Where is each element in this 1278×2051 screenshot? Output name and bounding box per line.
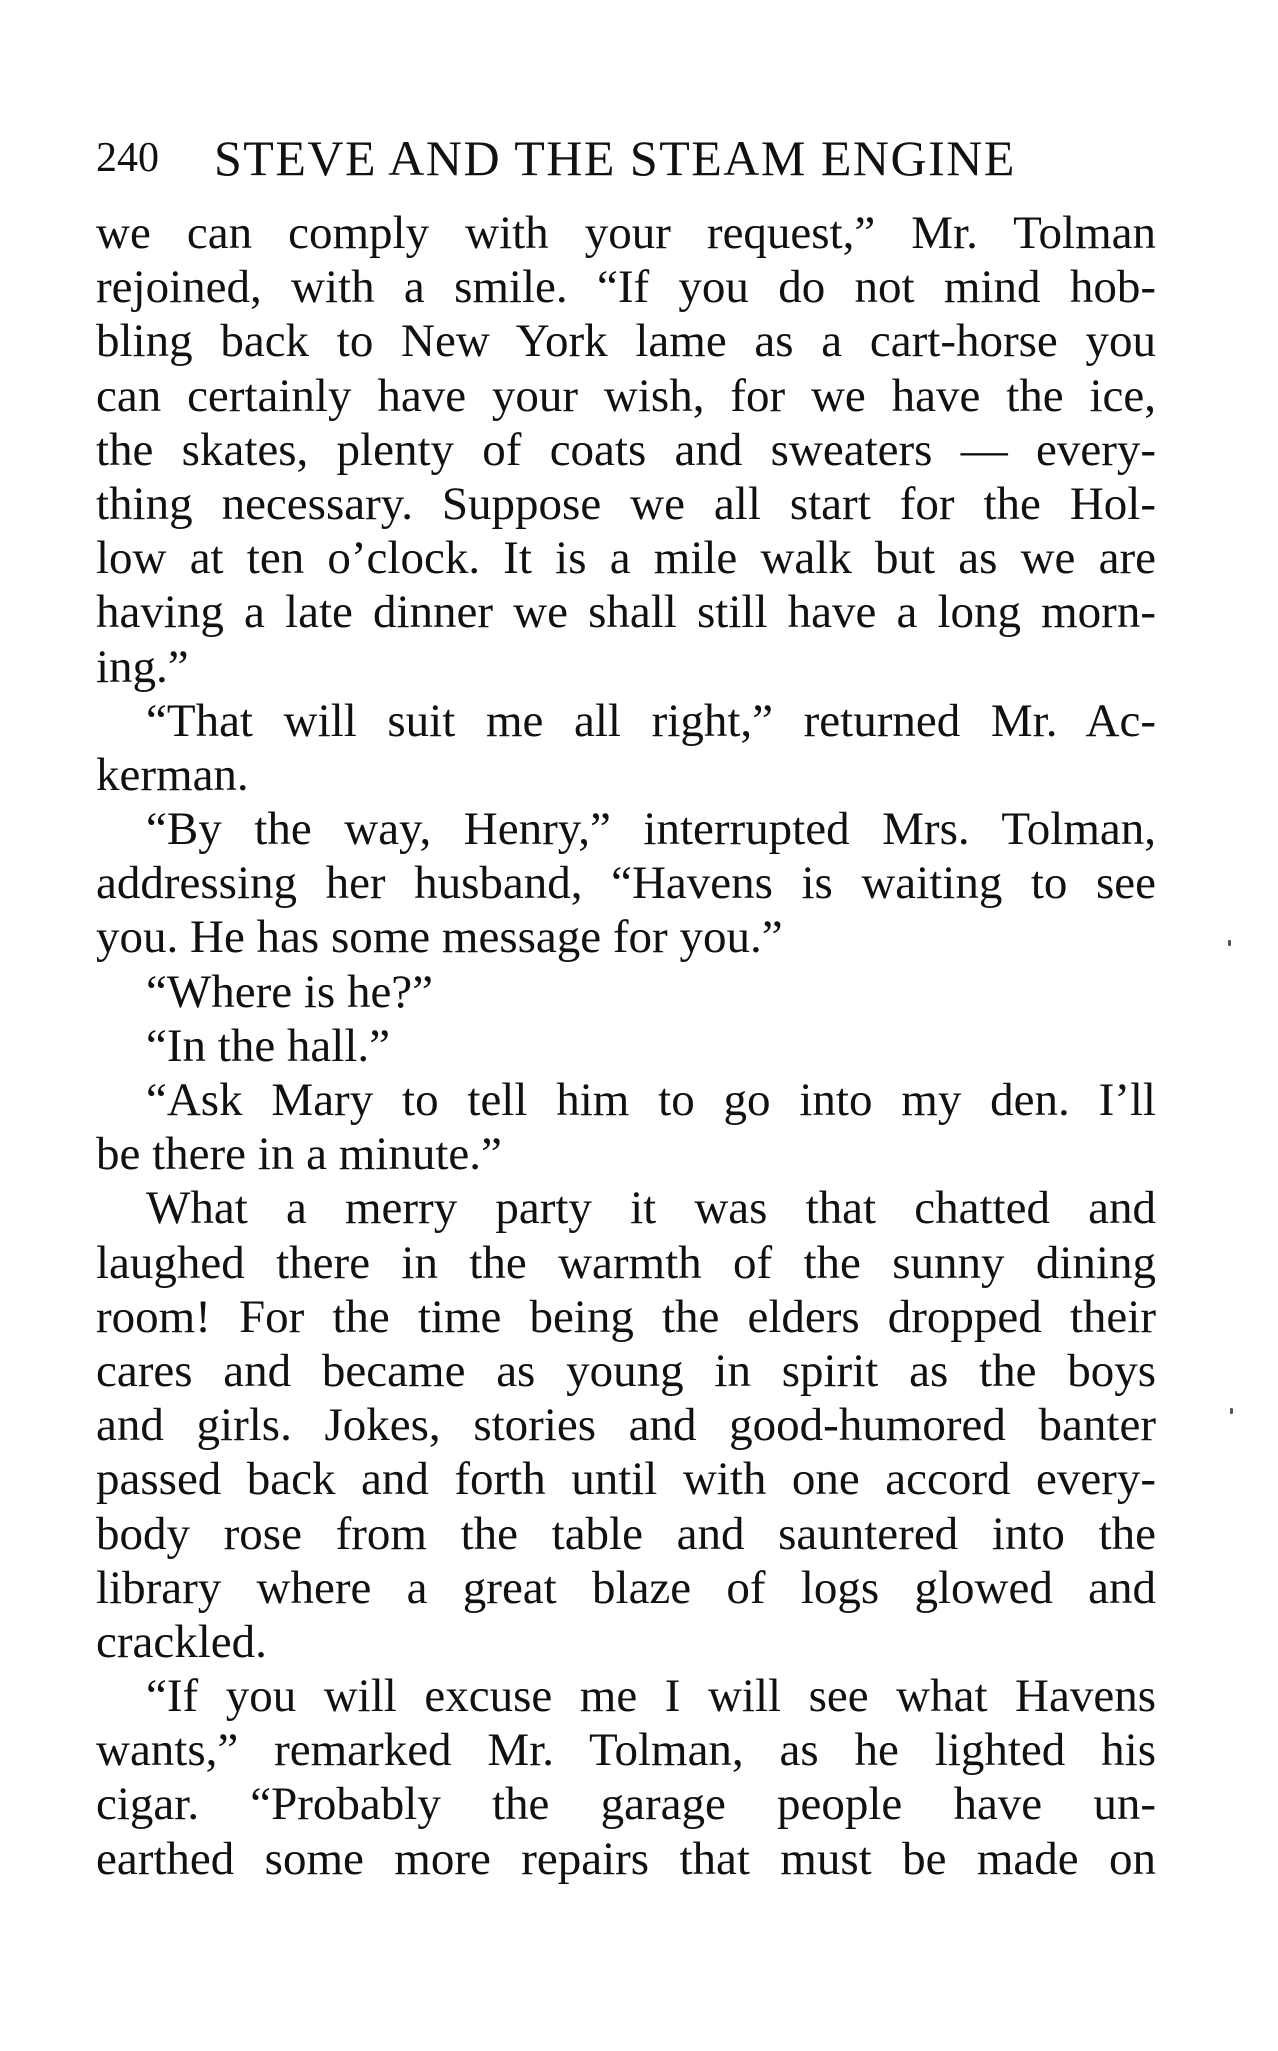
- text-line: be there in a minute.”: [96, 1128, 502, 1181]
- text-line: “If you will excuse me I will see what Havens: [146, 1670, 1156, 1723]
- text-line: and girls. Jokes, stories and good-humored banter: [96, 1399, 1156, 1452]
- text-line: thing necessary. Suppose we all start for the Hol-: [96, 477, 1156, 530]
- text-line: you. He has some message for you.”: [96, 911, 783, 964]
- text-line: library where a great blaze of logs glowed and: [96, 1561, 1156, 1614]
- text-line: bling back to New York lame as a cart-horse you: [96, 315, 1156, 368]
- body-text: [96, 206, 1156, 1886]
- text-line: low at ten o’clock. It is a mile walk but as we are: [96, 532, 1156, 585]
- scan-speck: [1228, 940, 1231, 946]
- text-line: addressing her husband, “Havens is waiting to see: [96, 857, 1156, 910]
- text-line: room! For the time being the elders dropped their: [96, 1290, 1156, 1343]
- text-line: laughed there in the warmth of the sunny dining: [96, 1236, 1156, 1289]
- text-line: rejoined, with a smile. “If you do not mind hob-: [96, 261, 1156, 314]
- text-line: having a late dinner we shall still have a long morn-: [96, 586, 1156, 639]
- text-line: “Where is he?”: [146, 965, 434, 1018]
- text-line: cigar. “Probably the garage people have un-: [96, 1778, 1156, 1831]
- page-number: 240: [96, 135, 159, 181]
- text-line: cares and became as young in spirit as the boys: [96, 1344, 1156, 1397]
- text-line: earthed some more repairs that must be made on: [96, 1832, 1156, 1885]
- text-line: we can comply with your request,” Mr. Tolman: [96, 207, 1156, 259]
- text-line: “By the way, Henry,” interrupted Mrs. Tolman,: [146, 803, 1156, 856]
- running-head: [96, 128, 1156, 188]
- running-title: STEVE AND THE STEAM ENGINE: [214, 130, 1016, 186]
- text-line: the skates, plenty of coats and sweaters — every-: [96, 423, 1156, 476]
- text-line: ing.”: [96, 640, 189, 693]
- text-line: “In the hall.”: [146, 1019, 391, 1072]
- text-line: wants,” remarked Mr. Tolman, as he lighted his: [96, 1724, 1156, 1777]
- text-line: can certainly have your wish, for we have the ice,: [96, 369, 1156, 422]
- text-line: “That will suit me all right,” returned Mr. Ac-: [146, 694, 1156, 747]
- scan-speck: [1230, 1408, 1233, 1414]
- text-line: passed back and forth until with one accord every-: [96, 1453, 1156, 1506]
- text-line: What a merry party it was that chatted and: [146, 1182, 1156, 1235]
- text-line: “Ask Mary to tell him to go into my den. I’ll: [146, 1074, 1156, 1126]
- text-line: kerman.: [96, 748, 249, 801]
- text-line: body rose from the table and sauntered into the: [96, 1507, 1156, 1560]
- text-line: crackled.: [96, 1615, 267, 1668]
